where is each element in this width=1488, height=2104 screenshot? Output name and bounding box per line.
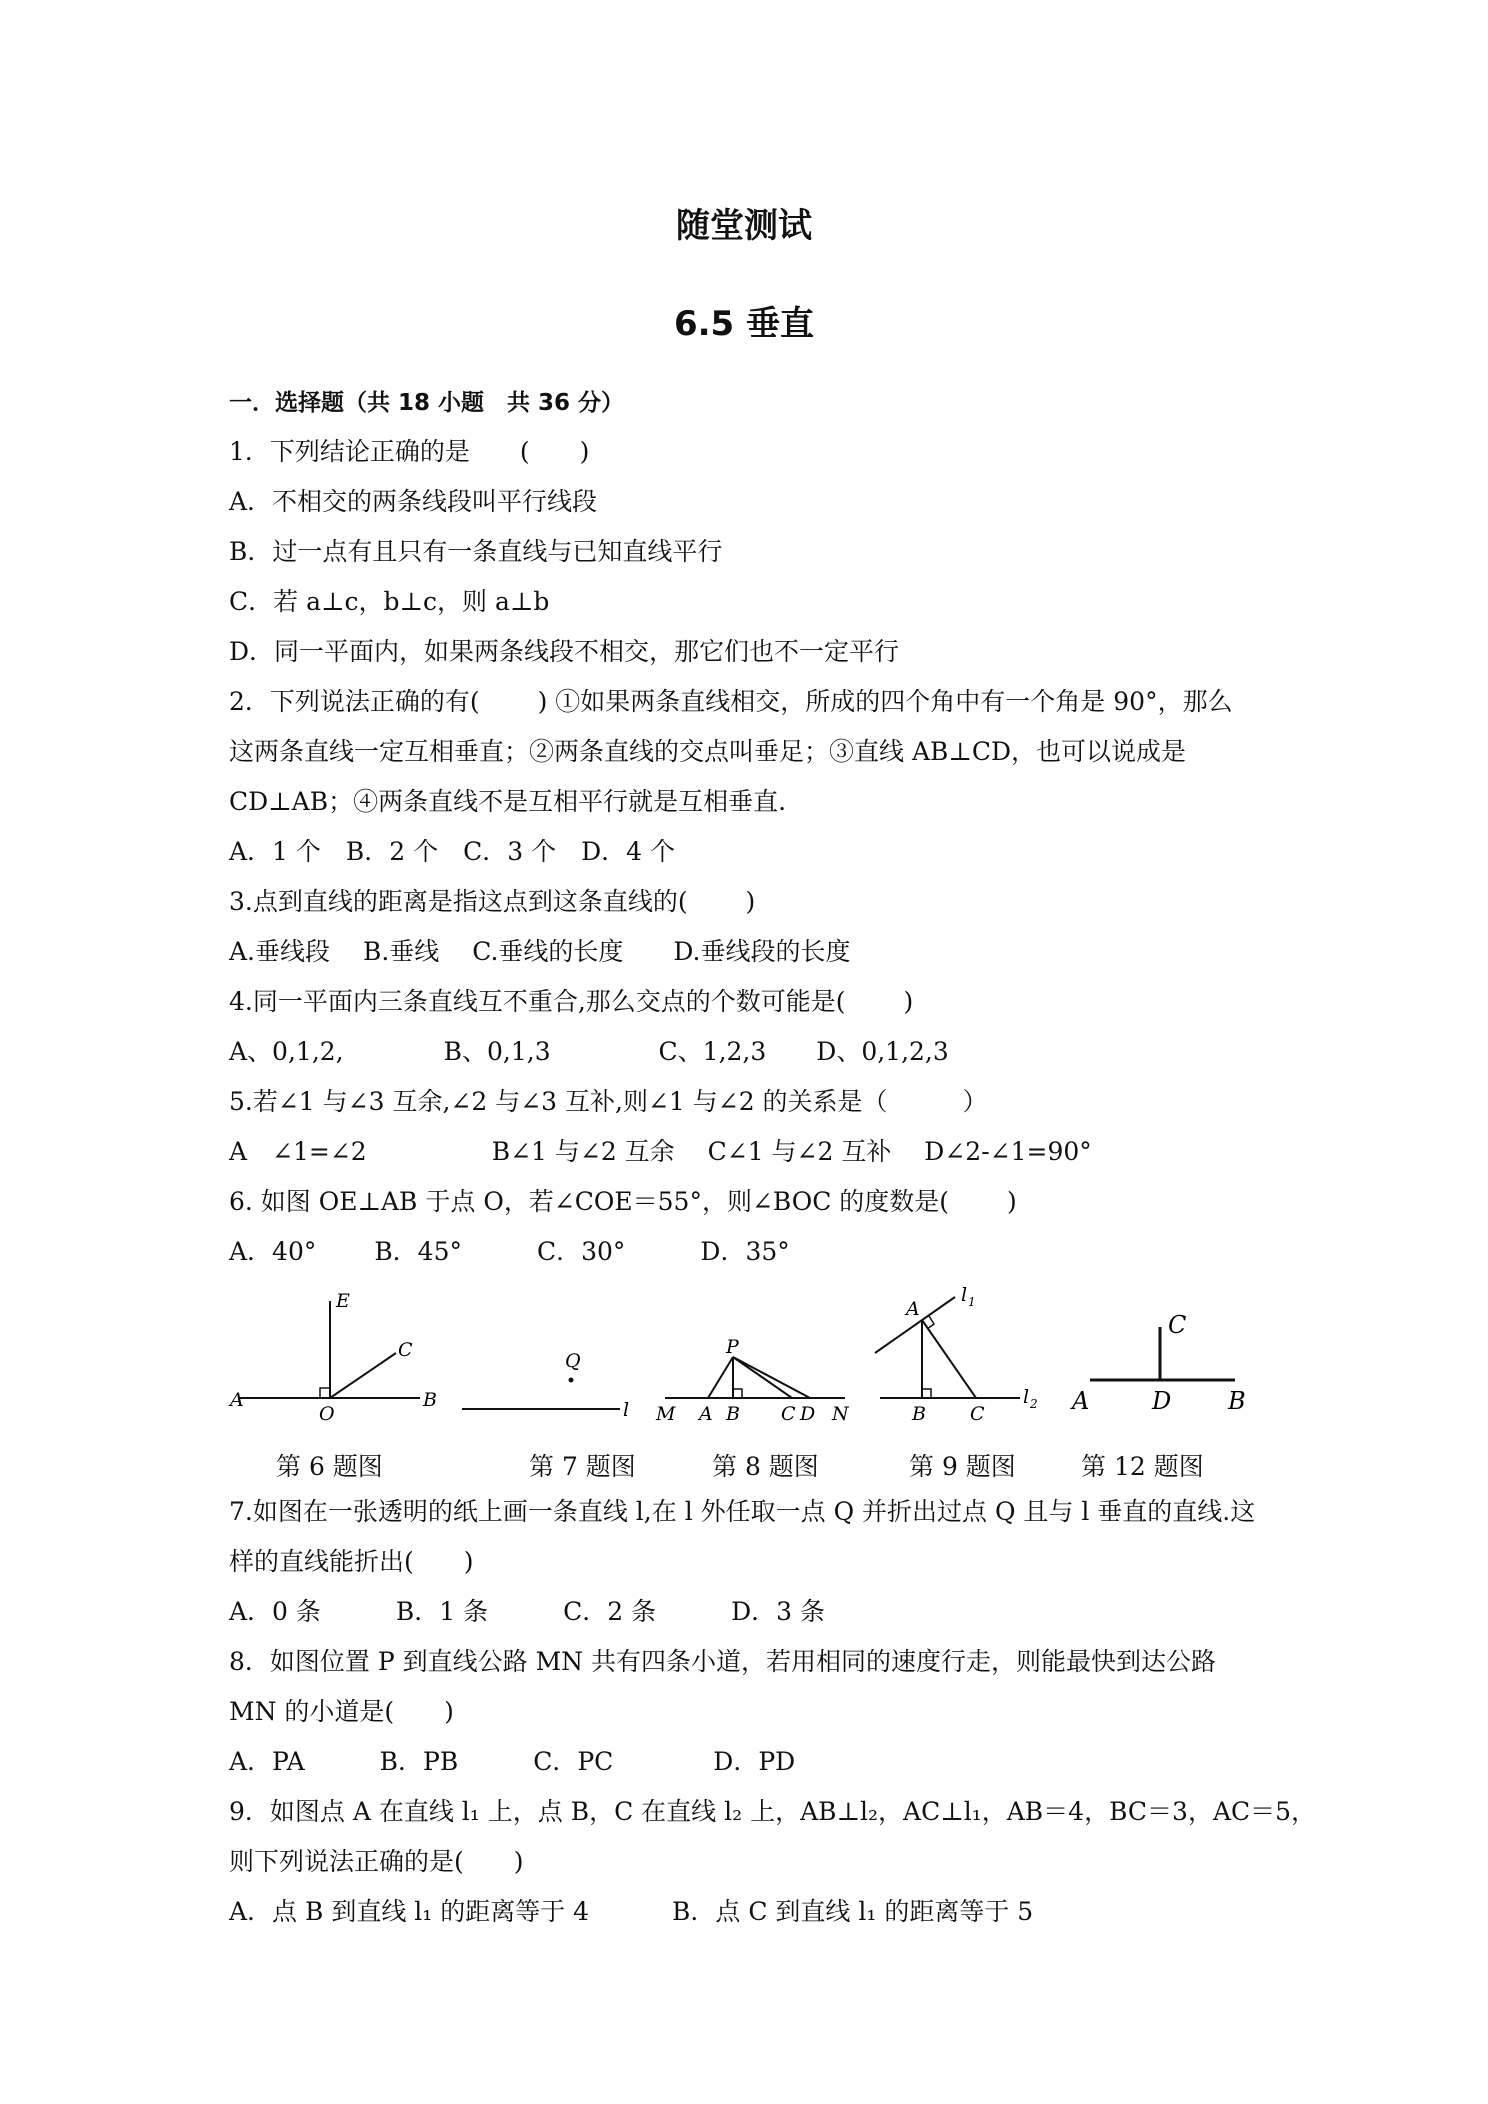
fig6-label-o: O — [319, 1403, 335, 1425]
question-2-stem-line-2: 这两条直线一定互相垂直；②两条直线的交点叫垂足；③直线 AB⊥CD，也可以说成是 — [229, 737, 1187, 766]
fig12-label-c: C — [1168, 1311, 1187, 1339]
document-title: 随堂测试 — [676, 206, 812, 246]
fig6-label-b: B — [423, 1389, 437, 1411]
question-8-stem-line-2: MN 的小道是( ) — [229, 1697, 454, 1726]
caption-figure-6: 第 6 题图 — [276, 1452, 383, 1481]
fig9-label-b: B — [912, 1403, 926, 1425]
question-9-stem-line-1: 9．如图点 A 在直线 l₁ 上，点 B，C 在直线 l₂ 上，AB⊥l₂，AC⊥l₁，AB＝4，BC＝3，AC＝5， — [229, 1797, 1317, 1826]
question-8-options: A．PA B．PB C．PC D．PD — [229, 1747, 796, 1776]
question-1-stem: 1．下列结论正确的是 ( ) — [229, 437, 590, 466]
fig8-path-pd — [733, 1357, 810, 1398]
fig8-right-angle-mark — [733, 1389, 742, 1398]
fig6-label-e: E — [336, 1290, 350, 1312]
question-5-options: A ∠1=∠2 B∠1 与∠2 互余 C∠1 与∠2 互补 D∠2-∠1=90° — [229, 1137, 1092, 1166]
fig12-label-d: D — [1152, 1387, 1172, 1415]
fig8-label-b: B — [726, 1403, 740, 1425]
question-6-options: A．40° B．45° C．30° D．35° — [229, 1237, 790, 1266]
figure-12 — [1070, 1311, 1246, 1415]
fig9-label-l2: l — [1023, 1386, 1030, 1408]
fig8-path-pa — [708, 1357, 733, 1398]
question-5-stem: 5.若∠1 与∠3 互余,∠2 与∠3 互补,则∠1 与∠2 的关系是（ ） — [229, 1087, 988, 1116]
question-3-stem: 3.点到直线的距离是指这点到这条直线的( ) — [229, 887, 756, 916]
fig8-label-d: D — [800, 1403, 816, 1425]
fig7-label-l: l — [623, 1399, 630, 1421]
fig6-right-angle-mark — [320, 1388, 330, 1398]
question-1-option-d: D．同一平面内，如果两条线段不相交，那它们也不一定平行 — [229, 637, 900, 666]
fig12-label-b: B — [1228, 1387, 1246, 1415]
figure-8 — [655, 1336, 850, 1425]
fig8-label-n: N — [832, 1403, 849, 1425]
section-heading: 一．选择题（共 18 小题 共 36 分） — [229, 390, 625, 416]
fig8-label-c: C — [781, 1403, 796, 1425]
figure-6 — [228, 1290, 437, 1425]
fig9-right-angle-mark-b — [922, 1389, 931, 1398]
fig9-label-c: C — [970, 1403, 985, 1425]
fig9-segment-ac — [922, 1320, 976, 1398]
fig12-label-a: A — [1072, 1387, 1090, 1415]
fig8-label-a: A — [699, 1403, 713, 1425]
fig6-label-a: A — [230, 1389, 244, 1411]
caption-figure-9: 第 9 题图 — [909, 1452, 1016, 1481]
question-6-stem: 6. 如图 OE⊥AB 于点 O，若∠COE＝55°，则∠BOC 的度数是( ) — [229, 1187, 1017, 1216]
fig7-label-q: Q — [565, 1350, 581, 1372]
question-3-options: A.垂线段 B.垂线 C.垂线的长度 D.垂线段的长度 — [229, 937, 851, 966]
question-4-stem: 4.同一平面内三条直线互不重合,那么交点的个数可能是( ) — [229, 987, 914, 1016]
fig6-ray-oc — [330, 1353, 396, 1398]
figures-row — [220, 1285, 1270, 1435]
fig9-label-l2-sub: 2 — [1030, 1397, 1038, 1411]
fig9-label-a: A — [906, 1298, 920, 1320]
fig9-label-l1-sub: 1 — [968, 1295, 976, 1309]
document-subtitle: 6.5 垂直 — [673, 304, 815, 344]
question-8-stem-line-1: 8．如图位置 P 到直线公路 MN 共有四条小道，若用相同的速度行走，则能最快到达公路 — [229, 1647, 1216, 1676]
figure-9 — [875, 1285, 1038, 1425]
fig8-label-p: P — [726, 1336, 739, 1358]
question-2-options: A．1 个 B．2 个 C．3 个 D．4 个 — [229, 837, 676, 866]
question-1-option-a: A．不相交的两条线段叫平行线段 — [229, 487, 598, 516]
caption-figure-8: 第 8 题图 — [712, 1452, 819, 1481]
figure-7 — [462, 1350, 629, 1421]
question-1-option-c: C．若 a⊥c，b⊥c，则 a⊥b — [229, 587, 550, 616]
question-7-stem-line-1: 7.如图在一张透明的纸上画一条直线 l,在 l 外任取一点 Q 并折出过点 Q 且与 l 垂直的直线.这 — [229, 1497, 1256, 1526]
fig7-point-q — [569, 1378, 574, 1383]
caption-figure-12: 第 12 题图 — [1081, 1452, 1204, 1481]
fig6-label-c: C — [398, 1339, 413, 1361]
question-1-option-b: B．过一点有且只有一条直线与已知直线平行 — [229, 537, 723, 566]
question-4-options: A、0,1,2, B、0,1,3 C、1,2,3 D、0,1,2,3 — [229, 1037, 949, 1066]
caption-figure-7: 第 7 题图 — [529, 1452, 636, 1481]
fig8-label-m: M — [656, 1403, 676, 1425]
fig9-label-l1: l — [961, 1285, 968, 1306]
question-7-stem-line-2: 样的直线能折出( ) — [229, 1547, 474, 1576]
question-9-stem-line-2: 则下列说法正确的是( ) — [229, 1847, 524, 1876]
question-7-options: A．0 条 B．1 条 C．2 条 D．3 条 — [229, 1597, 826, 1626]
question-2-stem-line-3: CD⊥AB；④两条直线不是互相平行就是互相垂直. — [229, 787, 787, 816]
question-9-options-ab: A．点 B 到直线 l₁ 的距离等于 4 B．点 C 到直线 l₁ 的距离等于 5 — [229, 1897, 1034, 1926]
question-2-stem-line-1: 2．下列说法正确的有( ) ①如果两条直线相交，所成的四个角中有一个角是 90°，那么 — [229, 687, 1233, 716]
